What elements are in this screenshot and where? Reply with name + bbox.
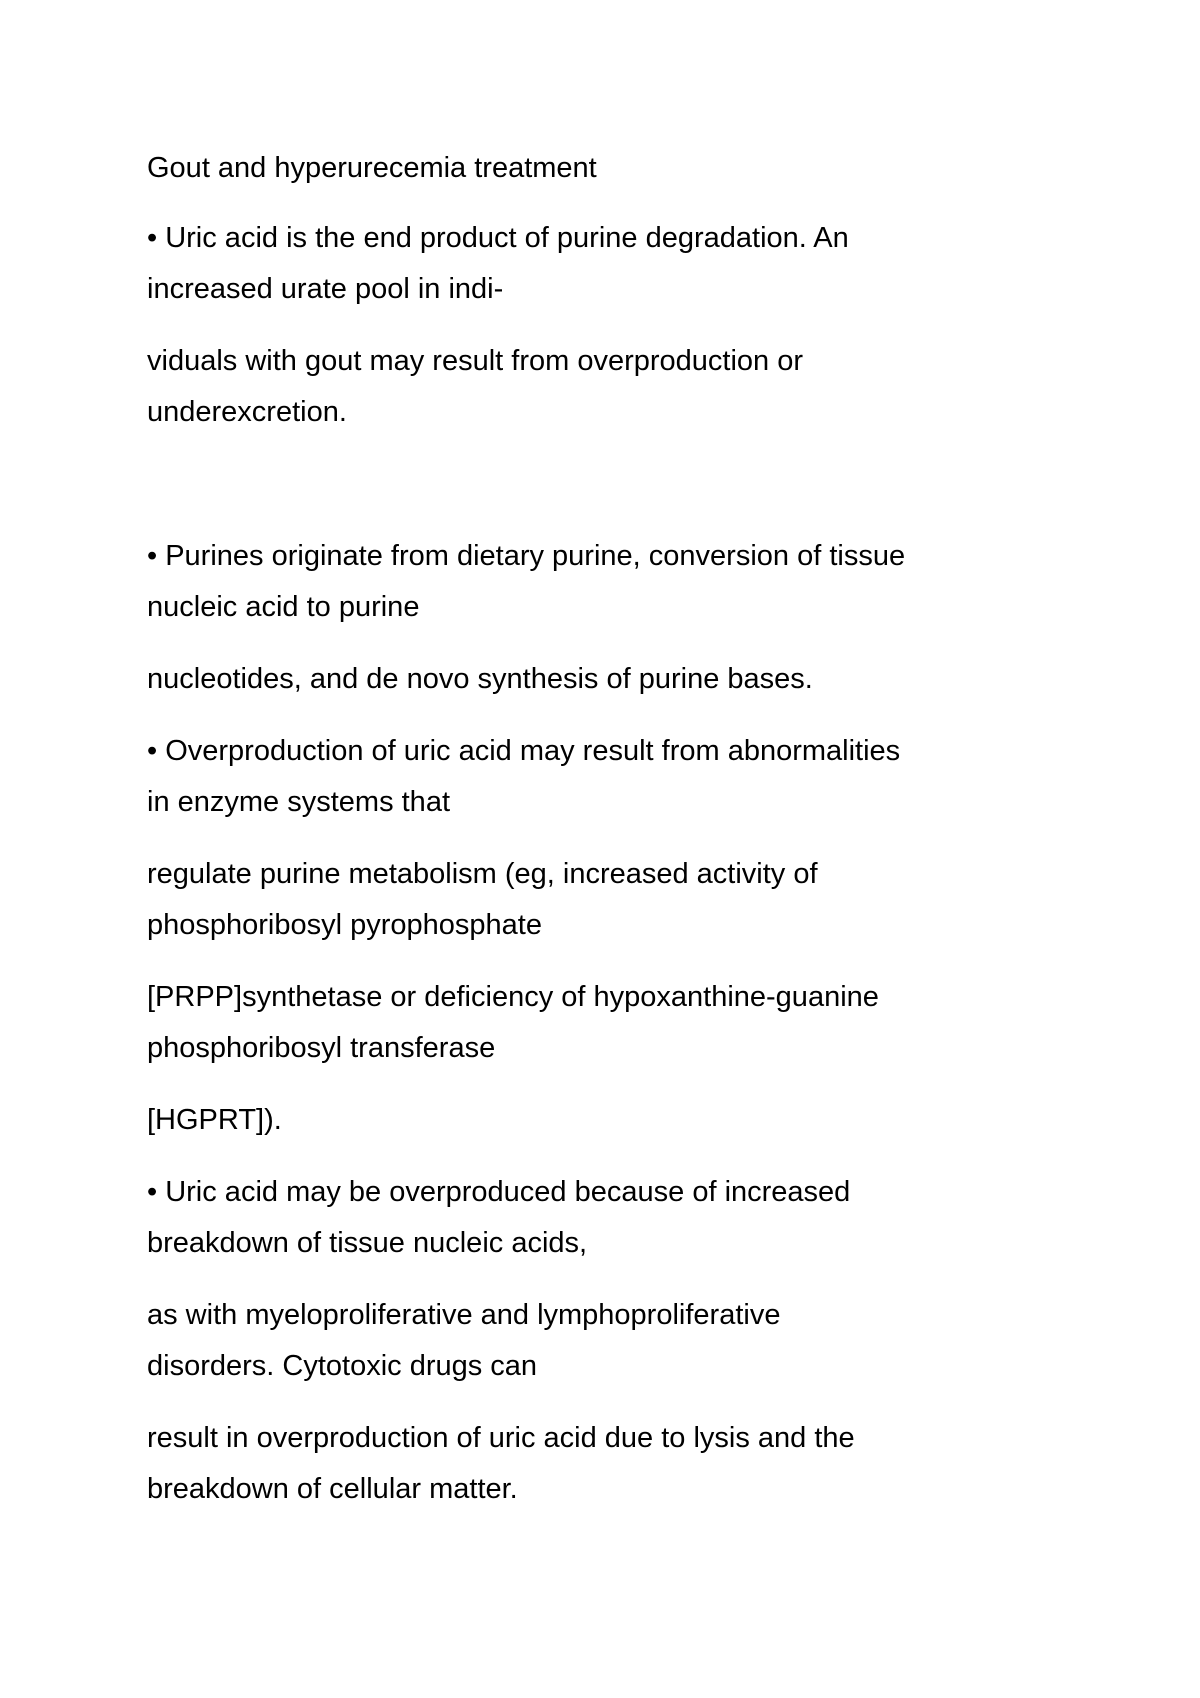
paragraph-line: • Uric acid may be overproduced because of increased: [147, 1176, 851, 1208]
paragraph-11: [147, 1413, 1087, 1515]
paragraph-line: nucleotides, and de novo synthesis of purine bases.: [147, 663, 813, 695]
paragraph-7: [147, 972, 1087, 1074]
paragraph-9: [147, 1167, 1087, 1269]
paragraph-line: disorders. Cytotoxic drugs can: [147, 1350, 538, 1382]
paragraph-line: phosphoribosyl pyrophosphate: [147, 909, 542, 941]
paragraph-line: phosphoribosyl transferase: [147, 1032, 496, 1064]
paragraph-line: • Purines originate from dietary purine, conversion of tissue: [147, 540, 906, 572]
paragraph-2: [147, 336, 1087, 438]
paragraph-3: [147, 531, 1087, 633]
paragraph-line: [PRPP]synthetase or deficiency of hypoxanthine-guanine: [147, 981, 879, 1013]
paragraph-line: in enzyme systems that: [147, 786, 450, 818]
paragraph-1: [147, 213, 1087, 315]
paragraph-line: • Uric acid is the end product of purine degradation. An: [147, 222, 849, 254]
paragraph-8: [147, 1095, 1087, 1146]
paragraph-line: as with myeloproliferative and lymphoproliferative: [147, 1299, 781, 1331]
paragraph-4: [147, 654, 1087, 705]
document-title: [147, 143, 1087, 194]
paragraph-10: [147, 1290, 1087, 1392]
paragraph-line: viduals with gout may result from overproduction or: [147, 345, 804, 377]
paragraph-6: [147, 849, 1087, 951]
paragraph-5: [147, 726, 1087, 828]
paragraph-line: underexcretion.: [147, 396, 347, 428]
paragraph-line: breakdown of cellular matter.: [147, 1473, 518, 1505]
paragraph-line: • Overproduction of uric acid may result from abnormalities: [147, 735, 901, 767]
title-line: Gout and hyperurecemia treatment: [147, 152, 597, 184]
paragraph-line: increased urate pool in indi-: [147, 273, 504, 305]
paragraph-line: regulate purine metabolism (eg, increased activity of: [147, 858, 818, 890]
paragraph-line: nucleic acid to purine: [147, 591, 420, 623]
paragraph-line: result in overproduction of uric acid due to lysis and the: [147, 1422, 855, 1454]
paragraph-line: breakdown of tissue nucleic acids,: [147, 1227, 588, 1259]
paragraph-line: [HGPRT]).: [147, 1104, 282, 1136]
